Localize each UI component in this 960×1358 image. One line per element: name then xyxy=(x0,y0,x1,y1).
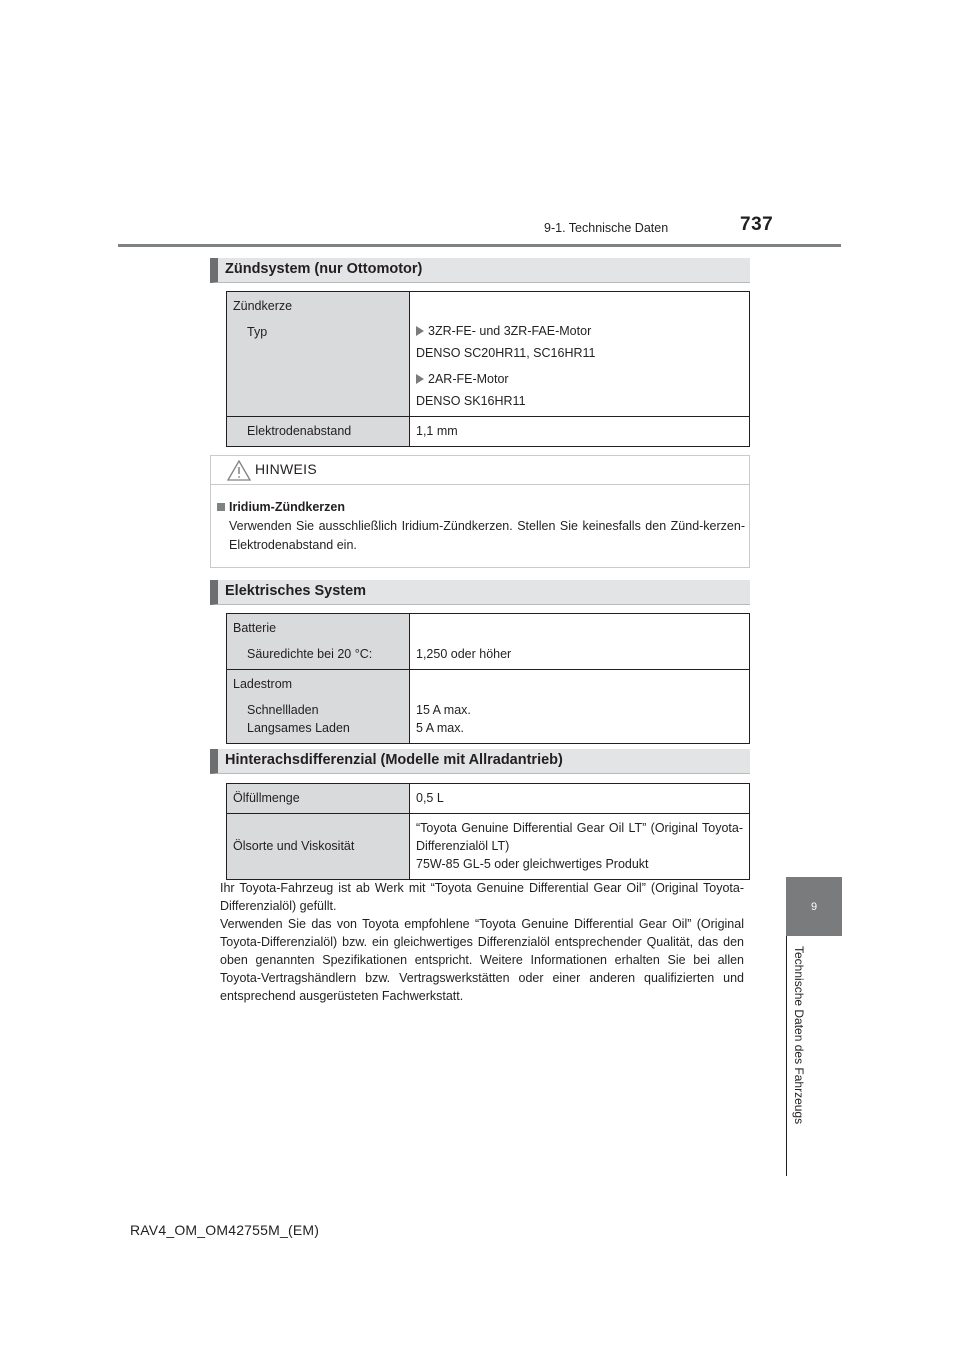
engine-value: DENSO SK16HR11 xyxy=(416,394,526,408)
capacity-label: Ölfüllmenge xyxy=(233,791,300,805)
table-row xyxy=(227,417,750,447)
table-row xyxy=(227,670,750,744)
spark-plug-label: Zündkerze xyxy=(233,299,293,313)
header-section-title: 9-1. Technische Daten xyxy=(544,221,669,235)
table-row xyxy=(227,614,750,670)
section-title: Elektrisches System xyxy=(225,583,367,599)
notice-item-heading: Iridium-Zündkerzen xyxy=(217,498,745,517)
notice-item-text: Verwenden Sie ausschließlich Iridium-Zündkerzen. Stellen Sie keinesfalls den Zünd-kerzen-Elektrodenabstand ein. xyxy=(229,519,745,552)
engine-option: 2AR-FE-Motor xyxy=(416,370,743,388)
oil-value-alt: 75W-85 GL-5 oder gleichwertiges Produkt xyxy=(416,857,649,871)
gap-value: 1,1 mm xyxy=(416,424,458,438)
density-value: 1,250 oder höher xyxy=(416,647,512,661)
body-paragraph xyxy=(220,879,744,1005)
slow-charge-value: 5 A max. xyxy=(416,721,464,735)
table-label-cell xyxy=(227,417,410,447)
section-title: Hinterachsdifferenzial (Modelle mit Allradantrieb) xyxy=(225,752,563,768)
page-number: 737 xyxy=(740,214,774,235)
chapter-label: Technische Daten des Fahrzeugs xyxy=(792,946,806,1125)
warning-triangle-icon xyxy=(227,460,251,481)
table-row xyxy=(227,784,750,814)
ignition-table xyxy=(226,291,750,447)
fast-charge-value: 15 A max. xyxy=(416,703,471,717)
table-value-cell xyxy=(410,614,750,670)
oil-label: Ölsorte und Viskosität xyxy=(233,839,355,853)
table-row xyxy=(227,814,750,880)
section-title: Zündsystem (nur Ottomotor) xyxy=(225,261,423,277)
fast-charge-label: Schnellladen xyxy=(247,703,319,717)
chapter-divider xyxy=(786,936,787,1176)
oil-value: “Toyota Genuine Differential Gear Oil LT” (Original Toyota-Differenzialöl LT) xyxy=(416,821,743,853)
section-heading-differential xyxy=(210,749,750,774)
differential-table xyxy=(226,783,750,880)
table-label-cell xyxy=(227,784,410,814)
engine-option: 3ZR-FE- und 3ZR-FAE-Motor xyxy=(416,322,743,340)
paragraph-line: Verwenden Sie das von Toyota empfohlene “Toyota Genuine Differential Gear Oil” (Original Toyota-Differenzialöl) bzw. ein gleichwertiges Differenzialöl entsprechender Qualität, das den oben genannten Spezifikationen entspricht. Weitere Informationen erhalten Sie bei allen Toyota-Vertragshändlern bzw. Vertragswerkstätten oder einer anderen qualifizierten und entsprechend ausgerüsteten Fachwerkstatt. xyxy=(220,917,744,1003)
table-label-cell xyxy=(227,292,410,417)
slow-charge-label: Langsames Laden xyxy=(247,721,350,735)
gap-label: Elektrodenabstand xyxy=(247,424,352,438)
electrical-table xyxy=(226,613,750,744)
table-value-cell xyxy=(410,292,750,417)
section-heading-electrical xyxy=(210,580,750,605)
notice-header xyxy=(211,456,749,485)
chapter-number: 9 xyxy=(810,900,818,913)
table-label-cell xyxy=(227,614,410,670)
paragraph-line: Ihr Toyota-Fahrzeug ist ab Werk mit “Toyota Genuine Differential Gear Oil” (Original Toyota-Differenzialöl) gefüllt. xyxy=(220,881,744,913)
density-label: Säuredichte bei 20 °C: xyxy=(247,647,373,661)
notice-box xyxy=(210,455,750,568)
triangle-bullet-icon xyxy=(416,374,424,384)
engine-value: DENSO SC20HR11, SC16HR11 xyxy=(416,346,596,360)
notice-body xyxy=(217,498,745,555)
table-label-cell xyxy=(227,670,410,744)
capacity-value: 0,5 L xyxy=(416,791,444,805)
charge-label: Ladestrom xyxy=(233,677,293,691)
battery-label: Batterie xyxy=(233,621,277,635)
type-label: Typ xyxy=(247,325,268,339)
section-heading-ignition xyxy=(210,258,750,283)
table-value-cell xyxy=(410,784,750,814)
triangle-bullet-icon xyxy=(416,326,424,336)
document-code: RAV4_OM_OM42755M_(EM) xyxy=(130,1222,320,1238)
table-value-cell xyxy=(410,814,750,880)
table-row xyxy=(227,292,750,417)
chapter-tab xyxy=(786,877,842,936)
table-label-cell xyxy=(227,814,410,880)
header-rule xyxy=(118,244,841,247)
notice-title: HINWEIS xyxy=(255,461,317,477)
table-value-cell xyxy=(410,670,750,744)
table-value-cell xyxy=(410,417,750,447)
square-bullet-icon xyxy=(217,503,225,511)
